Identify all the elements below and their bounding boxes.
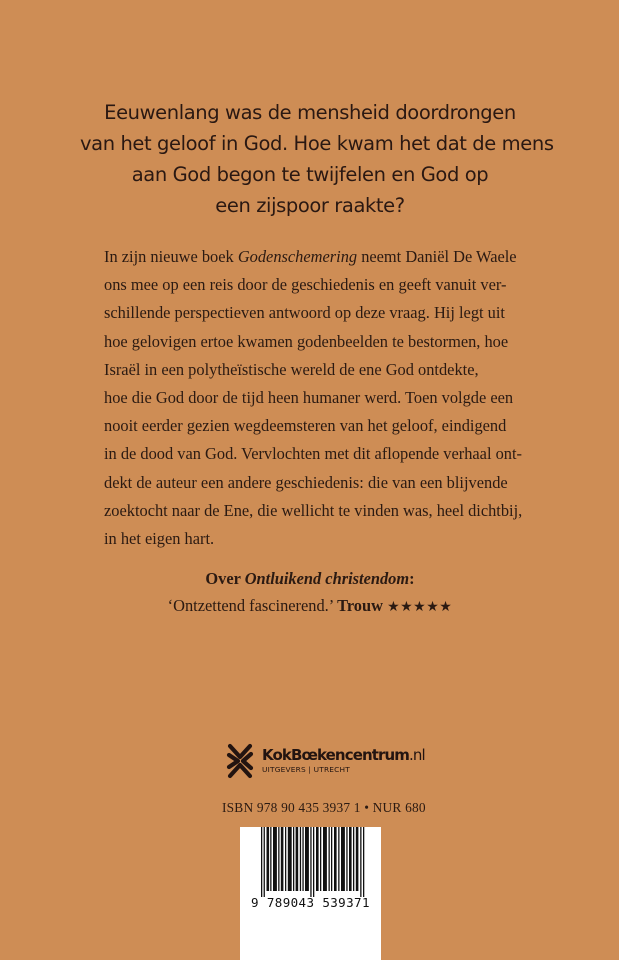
publisher-name [262, 747, 425, 764]
blurb-line: dekt de auteur een andere geschiedenis: die van een blijvende [104, 472, 508, 492]
blurb-line: Israël in een polytheïstische wereld de ene God ontdekte, [104, 359, 479, 379]
isbn-nur-line: ISBN 978 90 435 3937 1 • NUR 680 [222, 800, 426, 815]
star-rating-icon: ★★★★★ [387, 600, 453, 615]
barcode-number: 9 789043 539371 [251, 895, 370, 910]
blurb-line: hoe gelovigen ertoe kwamen godenbeelden te bestormen, hoe [104, 331, 509, 351]
review-quote-line [100, 592, 520, 621]
review-heading-prefix: Over [205, 569, 245, 588]
blurb-line: hoe die God door de tijd heen humaner werd. Toen volgde een [104, 388, 514, 408]
review-heading-suffix: : [409, 569, 415, 588]
book-title: Godenschemering [237, 247, 358, 266]
blurb-line: in de dood van God. Vervlochten met dit aflopende verhaal ont- [104, 444, 522, 464]
publisher-logo [224, 741, 425, 781]
quote-text: ‘Ontzettend fascinerend.’ [167, 596, 338, 615]
blurb-line: nooit eerder gezien wegdeemsteren van het geloof, eindigend [104, 416, 507, 436]
lead-line: van het geloof in God. Hoe kwam het dat de mens [80, 132, 554, 155]
previous-book-title: Ontluikend christendom [244, 569, 410, 588]
review-quote [100, 565, 520, 621]
publisher-name-text: KokBœkencentrum [262, 746, 410, 764]
lead-line: een zijspoor raakte? [215, 194, 405, 217]
publisher-tld: .nl [409, 746, 425, 764]
blurb-line: ons mee op een reis door de geschiedenis en geeft vanuit ver- [104, 275, 507, 295]
lead-question [80, 97, 554, 221]
lead-line: aan God begon te twijfelen en God op [131, 163, 489, 186]
barcode [240, 827, 381, 960]
review-source: Trouw [337, 596, 383, 615]
blurb-line: in het eigen hart. [104, 529, 215, 549]
publisher-subtitle: UITGEVERS | UTRECHT [262, 765, 351, 774]
lead-line: Eeuwenlang was de mensheid doordrongen [104, 101, 516, 124]
barcode-bars-icon [261, 827, 365, 897]
blurb-text: neemt Daniël De Waele [357, 247, 517, 266]
blurb-line: schillende perspectieven antwoord op deze vraag. Hij legt uit [104, 303, 505, 323]
blurb-line: zoektocht naar de Ene, die wellicht te vinden was, heel dichtbij, [104, 500, 523, 520]
blurb-paragraph [104, 243, 523, 553]
review-heading [100, 565, 520, 592]
blurb-text: In zijn nieuwe boek [104, 247, 238, 266]
blurb-line [104, 243, 517, 271]
kokboekencentrum-logo-icon [224, 741, 258, 781]
